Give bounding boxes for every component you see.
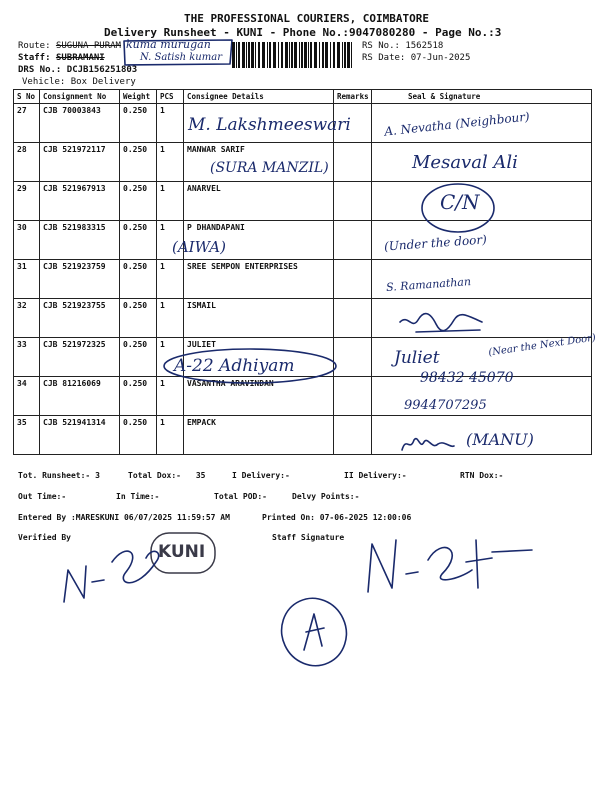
row-consignee: MANWAR SARIF <box>184 143 334 182</box>
row-sno: 34 <box>14 377 40 416</box>
row-remarks <box>334 221 372 260</box>
drs-value: DCJB156251803 <box>66 65 138 75</box>
runsheet-subtitle: Delivery Runsheet - KUNI - Phone No.:9047080280 - Page No.:3 <box>104 26 502 39</box>
rtn-dox: RTN Dox:- <box>460 471 504 480</box>
table-row <box>14 221 592 260</box>
out-time: Out Time:- <box>18 492 67 501</box>
col-consignee: Consignee Details <box>184 90 334 104</box>
footer-signature-circle <box>276 592 356 672</box>
runsheet-table <box>13 89 592 455</box>
row-weight: 0.250 <box>120 104 157 143</box>
row-pcs: 1 <box>157 260 184 299</box>
row-sno: 30 <box>14 221 40 260</box>
row-pcs: 1 <box>157 182 184 221</box>
row-consignment: CJB 521983315 <box>40 221 120 260</box>
row-remarks <box>334 260 372 299</box>
row-sno: 33 <box>14 338 40 377</box>
row-consignment: CJB 521941314 <box>40 416 120 455</box>
row-consignment: CJB 521972117 <box>40 143 120 182</box>
route-row <box>18 41 121 51</box>
row-consignment: CJB 81216069 <box>40 377 120 416</box>
row-weight: 0.250 <box>120 299 157 338</box>
col-consignment: Consignment No <box>40 90 120 104</box>
row-sno: 32 <box>14 299 40 338</box>
row-consignment: CJB 521923755 <box>40 299 120 338</box>
row-consignment: CJB 521923759 <box>40 260 120 299</box>
r33-seal-name-hw: Juliet <box>394 348 440 368</box>
staff-label: Staff: <box>18 53 51 63</box>
r28-consignee-hw: (SURA MANZIL) <box>210 160 329 176</box>
in-time: In Time:- <box>116 492 160 501</box>
row-consignment: CJB 70003843 <box>40 104 120 143</box>
staff-value: SUBRAMANI <box>55 53 105 63</box>
drs-row <box>18 65 137 75</box>
r30-seal-hw: (Under the door) <box>383 232 488 254</box>
row-consignee: VASANTHA ARAVINDAN <box>184 377 334 416</box>
col-seal: Seal & Signature <box>372 90 592 104</box>
total-dox-label: Total Dox:- <box>128 471 181 480</box>
verified-signature <box>56 522 176 610</box>
row-remarks <box>334 143 372 182</box>
row-sno: 31 <box>14 260 40 299</box>
barcode <box>232 42 356 68</box>
ii-delivery: II Delivery:- <box>344 471 407 480</box>
row-weight: 0.250 <box>120 377 157 416</box>
row-consignee: SREE SEMPON ENTERPRISES <box>184 260 334 299</box>
col-sno: S No <box>14 90 40 104</box>
row-weight: 0.250 <box>120 221 157 260</box>
entered-by: Entered By :MARESKUNI 06/07/2025 11:59:57 AM <box>18 513 230 522</box>
row-remarks <box>334 299 372 338</box>
row-remarks <box>334 416 372 455</box>
r33-seal-note-hw: (Near the Next Door) <box>487 332 597 359</box>
r32-signature <box>396 308 486 336</box>
r34-seal-phone-hw: 9944707295 <box>404 398 487 413</box>
row-pcs: 1 <box>157 338 184 377</box>
r35-signature <box>398 432 458 456</box>
table-row <box>14 299 592 338</box>
row-consignee: P DHANDAPANI <box>184 221 334 260</box>
rs-date: RS Date: 07-Jun-2025 <box>362 53 471 63</box>
r27-seal-hw: A. Nevatha (Neighbour) <box>383 109 531 139</box>
staff-row <box>18 53 105 63</box>
row-pcs: 1 <box>157 221 184 260</box>
total-dox-value: 35 <box>195 471 206 480</box>
row-weight: 0.250 <box>120 260 157 299</box>
rs-no: RS No.: 1562518 <box>362 41 444 51</box>
r33-seal-phone-hw: 98432 45070 <box>420 370 514 386</box>
r35-seal-hw: (MANU) <box>466 430 534 449</box>
col-remarks: Remarks <box>334 90 372 104</box>
row-remarks <box>334 182 372 221</box>
route-label: Route: <box>18 41 51 51</box>
row-consignee: ANARVEL <box>184 182 334 221</box>
row-weight: 0.250 <box>120 416 157 455</box>
row-weight: 0.250 <box>120 338 157 377</box>
table-header-row <box>14 90 592 104</box>
row-consignment: CJB 521967913 <box>40 182 120 221</box>
row-consignee: ISMAIL <box>184 299 334 338</box>
row-sno: 35 <box>14 416 40 455</box>
r31-seal-hw: S. Ramanathan <box>385 275 472 294</box>
r30-consignee-hw: (AIWA) <box>172 238 226 256</box>
route-value: SUGUNA PURAM <box>55 41 121 51</box>
kuni-stamp-text: KUNI <box>158 542 206 562</box>
row-consignee: JULIET <box>184 338 334 377</box>
tot-runsheet: Tot. Runsheet:- 3 <box>18 471 100 480</box>
row-sno: 27 <box>14 104 40 143</box>
verified-by: Verified By <box>18 533 71 542</box>
row-pcs: 1 <box>157 104 184 143</box>
table-row <box>14 260 592 299</box>
col-pcs: PCS <box>157 90 184 104</box>
r33-consignee-hw: A-22 Adhiyam <box>174 356 295 376</box>
drs-label: DRS No.: <box>18 65 62 75</box>
r27-consignee-hw: M. Lakshmeeswari <box>188 115 351 135</box>
table-row <box>14 182 592 221</box>
i-delivery: I Delivery:- <box>232 471 290 480</box>
row-consignee: EMPACK <box>184 416 334 455</box>
staff-handwriting: N. Satish kumar <box>140 52 222 63</box>
handwriting-box <box>122 37 234 67</box>
delvy-points: Delvy Points:- <box>292 492 360 501</box>
row-weight: 0.250 <box>120 143 157 182</box>
r33-consignee-oval <box>160 346 340 386</box>
col-weight: Weight <box>120 90 157 104</box>
row-pcs: 1 <box>157 299 184 338</box>
route-handwriting: kuma murugan <box>126 38 211 51</box>
row-sno: 28 <box>14 143 40 182</box>
row-pcs: 1 <box>157 416 184 455</box>
vehicle-row: Vehicle: Box Delivery <box>22 77 136 87</box>
printed-on: Printed On: 07-06-2025 12:00:06 <box>262 513 412 522</box>
row-pcs: 1 <box>157 377 184 416</box>
row-sno: 29 <box>14 182 40 221</box>
r28-seal-hw: Mesaval Ali <box>412 152 518 173</box>
company-title: THE PROFESSIONAL COURIERS, COIMBATORE <box>184 12 430 25</box>
staff-signature <box>362 530 542 600</box>
row-weight: 0.250 <box>120 182 157 221</box>
total-pod: Total POD:- <box>214 492 267 501</box>
r29-seal-circle <box>418 180 498 236</box>
r29-seal-hw: C/N <box>440 190 480 214</box>
row-pcs: 1 <box>157 143 184 182</box>
row-consignment: CJB 521972325 <box>40 338 120 377</box>
total-dox <box>128 471 205 480</box>
staff-signature-label: Staff Signature <box>272 533 345 542</box>
